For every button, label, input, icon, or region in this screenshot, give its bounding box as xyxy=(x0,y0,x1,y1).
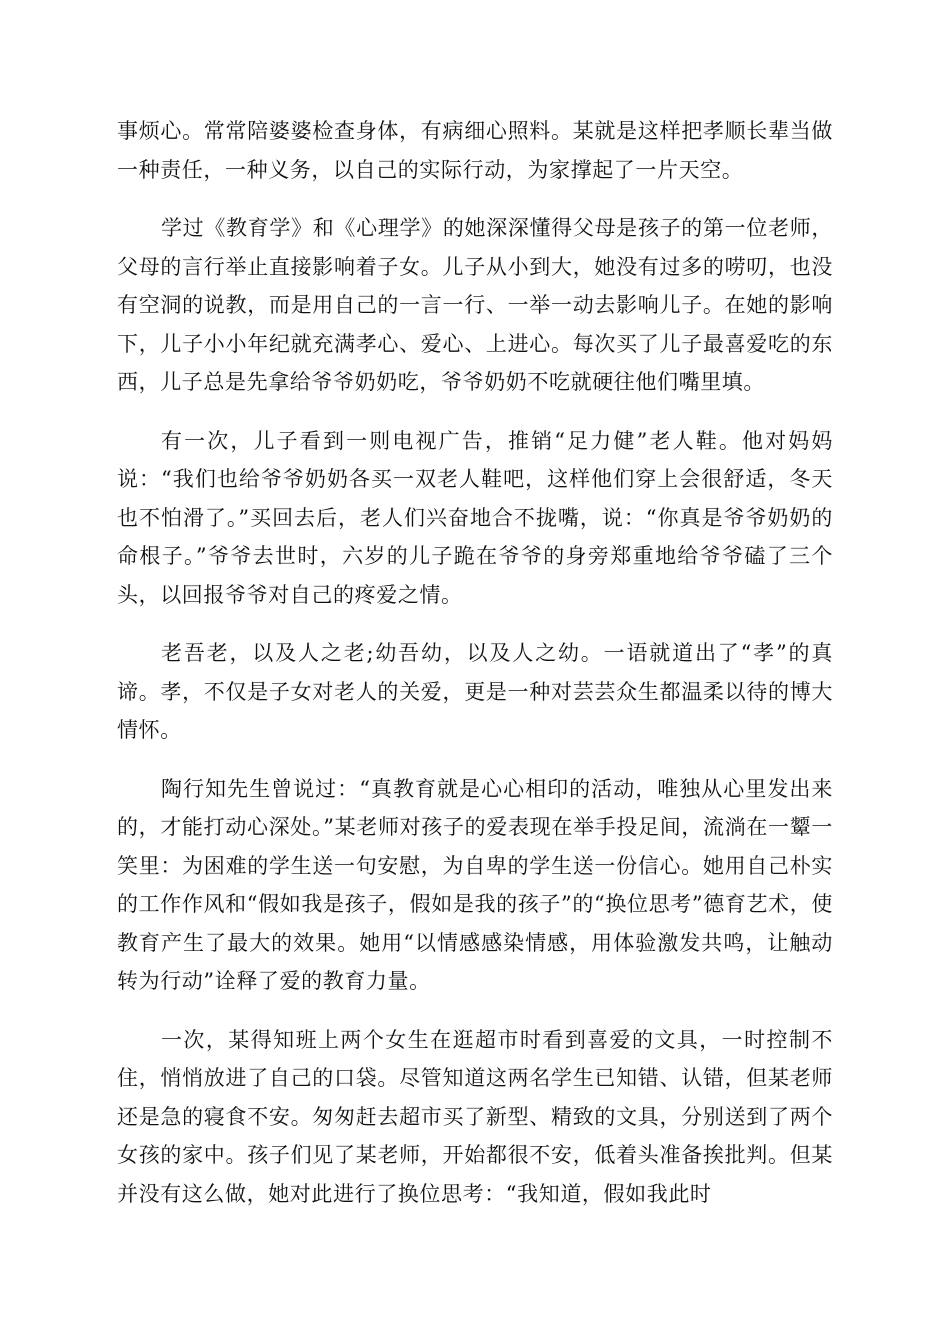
document-body xyxy=(117,112,833,1233)
paragraph-2: 学过《教育学》和《心理学》的她深深懂得父母是孩子的第一位老师，父母的言行举止直接影响着子女。儿子从小到大，她没有过多的唠叨，也没有空洞的说教，而是用自己的一言一行、一举一动去影响儿子。在她的影响下，儿子小小年纪就充满孝心、爱心、上进心。每次买了儿子最喜爱吃的东西，儿子总是先拿给爷爷奶奶吃，爷爷奶奶不吃就硬往他们嘴里填。 xyxy=(117,216,833,394)
paragraph-1: 事烦心。常常陪婆婆检查身体，有病细心照料。某就是这样把孝顺长辈当做一种责任，一种义务，以自己的实际行动，为家撑起了一片天空。 xyxy=(117,119,833,182)
paragraph-6: 一次，某得知班上两个女生在逛超市时看到喜爱的文具，一时控制不住，悄悄放进了自己的口袋。尽管知道这两名学生已知错、认错，但某老师还是急的寝食不安。匆匆赶去超市买了新型、精致的文具，分别送到了两个女孩的家中。孩子们见了某老师，开始都很不安，低着头准备挨批判。但某并没有这么做，她对此进行了换位思考：“我知道，假如我此时 xyxy=(117,1027,833,1206)
paragraph-5: 陶行知先生曾说过：“真教育就是心心相印的活动，唯独从心里发出来的，才能打动心深处。”某老师对孩子的爱表现在举手投足间，流淌在一颦一笑里：为困难的学生送一句安慰，为自卑的学生送一份信心。她用自己朴实的工作作风和“假如我是孩子，假如是我的孩子”的“换位思考”德育艺术，使教育产生了最大的效果。她用“以情感感染情感，用体验激发共鸣，让触动转为行动”诠释了爱的教育力量。 xyxy=(117,776,833,993)
paragraph-3: 有一次，儿子看到一则电视广告，推销“足力健”老人鞋。他对妈妈说：“我们也给爷爷奶奶各买一双老人鞋吧，这样他们穿上会很舒适，冬天也不怕滑了。”买回去后，老人们兴奋地合不拢嘴，说：“你真是爷爷奶奶的命根子。”爷爷去世时，六岁的儿子跪在爷爷的身旁郑重地给爷爷磕了三个头，以回报爷爷对自己的疼爱之情。 xyxy=(117,428,833,607)
paragraph-4: 老吾老，以及人之老;幼吾幼，以及人之幼。一语就道出了“孝”的真谛。孝，不仅是子女对老人的关爱，更是一种对芸芸众生都温柔以待的博大情怀。 xyxy=(117,641,833,742)
